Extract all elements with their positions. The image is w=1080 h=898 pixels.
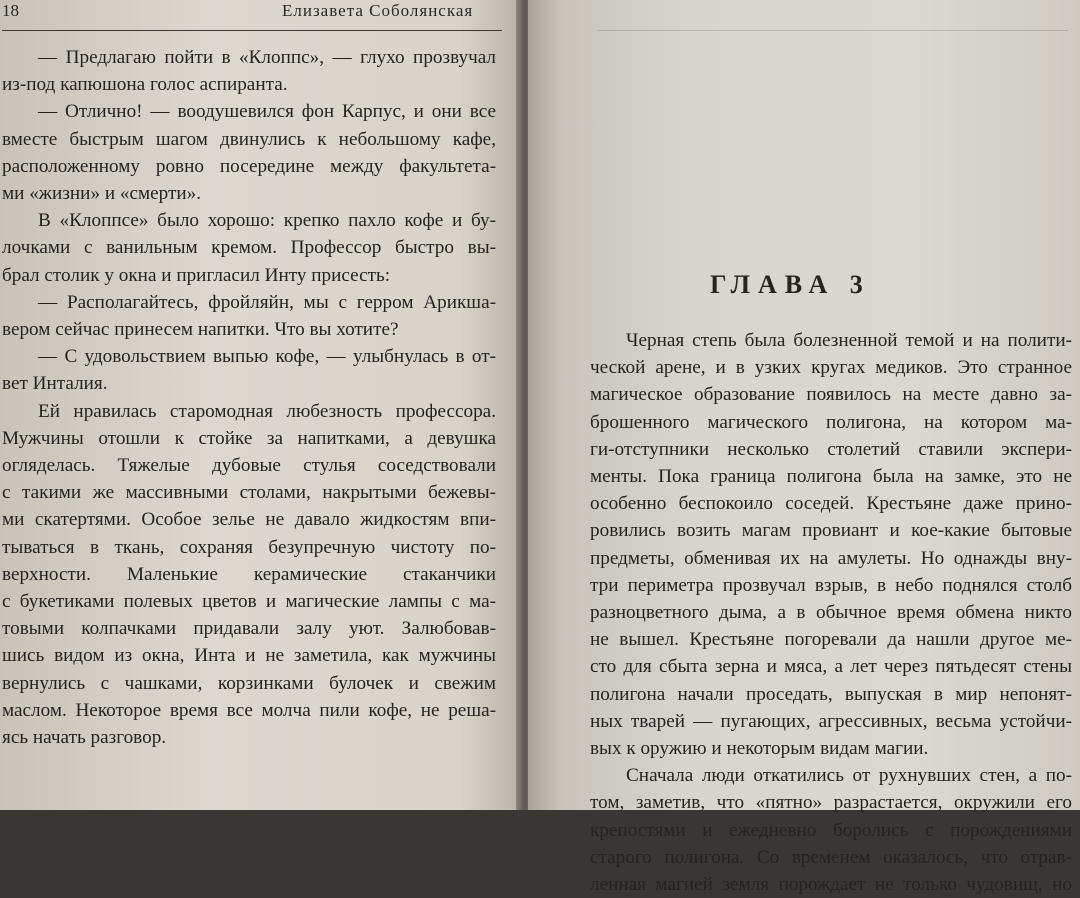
chapter-title: ГЛАВА 3 — [710, 270, 871, 299]
text-line: том, заметив, что «пятно» разрастается, окружили его — [590, 792, 1072, 814]
text-line: разноцветного дыма, а в обычное время обмена никто — [590, 602, 1072, 624]
text-line: ми «жизни» и «смерти». — [2, 183, 202, 205]
text-line: старого полигона. Со временем оказалось, что отрав- — [590, 846, 1072, 868]
text-line: предметы, обменивая их на амулеты. Но однажды вну- — [590, 547, 1072, 569]
text-line: — С удовольствием выпью кофе, — улыбнулась в от- — [38, 346, 496, 368]
text-line: — Располагайтесь, фройляйн, мы с герром Арикша- — [38, 291, 496, 313]
text-line: крепостями и ежедневно боролись с порождениями — [590, 819, 1072, 841]
text-line: верхности. Маленькие керамические стаканчики — [2, 563, 496, 585]
text-line: с такими же массивными столами, накрытыми бежевы- — [2, 482, 496, 504]
text-line: огляделась. Тяжелые дубовые стулья соседствовали — [2, 455, 496, 477]
text-line: вером сейчас принесем напитки. Что вы хотите? — [2, 319, 399, 341]
left-body-text — [2, 44, 496, 751]
text-line: — Предлагаю пойти в «Клоппс», — глухо прозвучал — [38, 47, 496, 68]
text-line: Черная степь была болезненной темой и на полити- — [626, 330, 1072, 351]
text-line: В «Клоппсе» было хорошо: крепко пахло кофе и бу- — [38, 210, 496, 232]
page-number: 18 — [2, 1, 19, 20]
text-line: вых к оружию и некоторым видам магии. — [590, 738, 929, 760]
running-head-title: Елизавета Соболянская — [282, 1, 474, 20]
show-through-header — [598, 6, 1068, 31]
text-line: ровились возить магам провиант и кое-какие бытовые — [590, 520, 1072, 542]
text-line: маслом. Некоторое время все молча пили кофе, не реша- — [2, 699, 496, 721]
text-line: полигона начали проседать, выпуская в мир непонят- — [590, 683, 1072, 705]
text-line: особенно беспокоило соседей. Крестьяне даже прино- — [590, 493, 1072, 515]
text-line: ленная магией земля порождает не только чудовищ, но — [590, 874, 1072, 896]
running-head — [2, 0, 502, 31]
text-line: ясь начать разговор. — [2, 727, 167, 749]
text-line: брал столик у окна и пригласил Инту присесть: — [2, 264, 391, 286]
text-line: ных тварей — пугающих, агрессивных, весьма устойчи- — [590, 710, 1072, 732]
text-line: лочками с ванильным кремом. Профессор быстро вы- — [2, 237, 496, 259]
text-line: тываться в ткань, сохраняя безупречную чистоту по- — [2, 536, 496, 558]
right-body-text — [590, 327, 1072, 898]
text-line: Сначала люди откатились от рухнувших стен, а по- — [626, 765, 1072, 787]
text-line: ги-отступники несколько столетий ставили экспери- — [590, 438, 1072, 460]
text-line: с букетиками полевых цветов и магические лампы с ма- — [2, 591, 496, 613]
text-line: магическое образование появилось на месте давно за- — [590, 384, 1072, 406]
left-page — [0, 0, 522, 810]
text-line: расположенному ровно посередине между факультета- — [2, 155, 496, 177]
text-line: три периметра прозвучал взрыв, в небо поднялся столб — [590, 574, 1072, 596]
text-line: шись видом из окна, Инта и не заметила, как мужчины — [2, 645, 496, 667]
text-line: сто для сбыта зерна и мяса, а лет через пятьдесят стены — [590, 656, 1072, 678]
text-line: ческой арене, и в узких кругах медиков. Это странное — [590, 357, 1072, 379]
text-line: менты. Пока граница полигона была на замке, это не — [590, 466, 1072, 488]
text-line: брошенного магического полигона, на котором ма- — [590, 411, 1072, 433]
text-line: вернулись с чашками, корзинками булочек и свежим — [2, 672, 496, 694]
text-line: не вышел. Крестьяне погоревали да нашли другое ме- — [590, 629, 1072, 651]
text-line: вместе быстрым шагом двинулись к небольшому кафе, — [2, 128, 496, 150]
text-line: Ей нравилась старомодная любезность профессора. — [38, 400, 496, 422]
text-line: ми скатертями. Особое зелье не давало жидкостям впи- — [2, 509, 496, 531]
text-line: из-под капюшона голос аспиранта. — [2, 74, 288, 96]
right-page — [528, 0, 1080, 896]
text-line: Мужчины отошли к стойке за напитками, а девушка — [2, 427, 496, 449]
text-line: товыми колпачками придавали залу уют. Залюбовав- — [2, 618, 496, 640]
text-line: вет Инталия. — [2, 373, 108, 395]
text-line: — Отлично! — воодушевился фон Карпус, и они все — [38, 101, 496, 123]
